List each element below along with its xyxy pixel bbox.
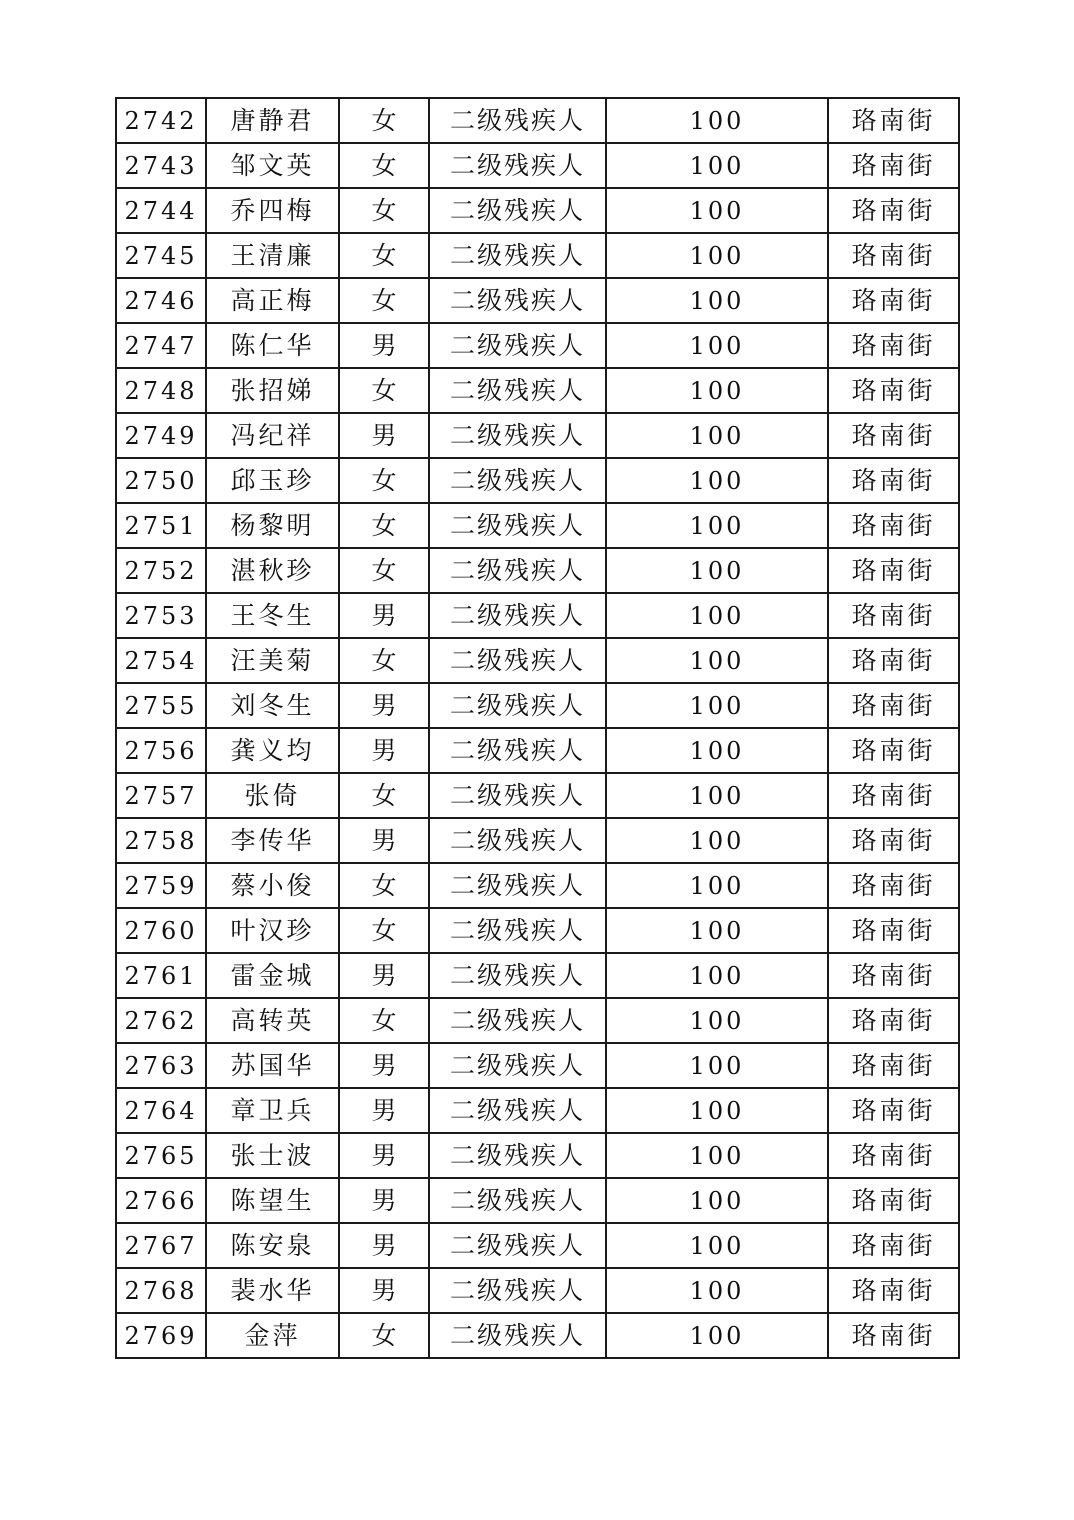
cell-name: 裴水华	[206, 1268, 339, 1313]
cell-amount: 100	[606, 1043, 828, 1088]
cell-amount: 100	[606, 593, 828, 638]
cell-name: 冯纪祥	[206, 413, 339, 458]
cell-serial-number: 2754	[116, 638, 206, 683]
cell-gender: 女	[339, 188, 429, 233]
cell-amount: 100	[606, 368, 828, 413]
cell-category: 二级残疾人	[429, 728, 606, 773]
cell-gender: 男	[339, 593, 429, 638]
cell-amount: 100	[606, 98, 828, 143]
cell-area: 珞南街	[828, 1133, 959, 1178]
table-row	[116, 323, 959, 368]
cell-gender: 女	[339, 458, 429, 503]
table-row	[116, 413, 959, 458]
table-row	[116, 233, 959, 278]
cell-category: 二级残疾人	[429, 278, 606, 323]
cell-serial-number: 2766	[116, 1178, 206, 1223]
cell-serial-number: 2743	[116, 143, 206, 188]
cell-serial-number: 2749	[116, 413, 206, 458]
table-row	[116, 503, 959, 548]
cell-category: 二级残疾人	[429, 413, 606, 458]
cell-area: 珞南街	[828, 503, 959, 548]
cell-gender: 女	[339, 863, 429, 908]
cell-area: 珞南街	[828, 98, 959, 143]
table-row	[116, 863, 959, 908]
cell-area: 珞南街	[828, 1088, 959, 1133]
cell-gender: 男	[339, 1133, 429, 1178]
table-row	[116, 953, 959, 998]
cell-gender: 女	[339, 368, 429, 413]
cell-amount: 100	[606, 773, 828, 818]
cell-area: 珞南街	[828, 818, 959, 863]
cell-area: 珞南街	[828, 413, 959, 458]
cell-serial-number: 2751	[116, 503, 206, 548]
cell-category: 二级残疾人	[429, 818, 606, 863]
cell-gender: 女	[339, 548, 429, 593]
cell-area: 珞南街	[828, 188, 959, 233]
cell-amount: 100	[606, 638, 828, 683]
cell-name: 陈安泉	[206, 1223, 339, 1268]
cell-serial-number: 2759	[116, 863, 206, 908]
cell-category: 二级残疾人	[429, 188, 606, 233]
table-row	[116, 908, 959, 953]
cell-gender: 女	[339, 1313, 429, 1358]
cell-category: 二级残疾人	[429, 683, 606, 728]
cell-amount: 100	[606, 998, 828, 1043]
cell-name: 苏国华	[206, 1043, 339, 1088]
table-row	[116, 1268, 959, 1313]
cell-name: 乔四梅	[206, 188, 339, 233]
cell-amount: 100	[606, 548, 828, 593]
cell-serial-number: 2764	[116, 1088, 206, 1133]
cell-category: 二级残疾人	[429, 233, 606, 278]
cell-category: 二级残疾人	[429, 1088, 606, 1133]
table-row	[116, 1313, 959, 1358]
cell-gender: 男	[339, 413, 429, 458]
table-row	[116, 998, 959, 1043]
table-row	[116, 593, 959, 638]
cell-area: 珞南街	[828, 593, 959, 638]
cell-name: 高正梅	[206, 278, 339, 323]
cell-category: 二级残疾人	[429, 1223, 606, 1268]
cell-name: 刘冬生	[206, 683, 339, 728]
cell-category: 二级残疾人	[429, 98, 606, 143]
table-row	[116, 1178, 959, 1223]
cell-category: 二级残疾人	[429, 548, 606, 593]
cell-amount: 100	[606, 1133, 828, 1178]
cell-serial-number: 2748	[116, 368, 206, 413]
table-row	[116, 1088, 959, 1133]
cell-category: 二级残疾人	[429, 1133, 606, 1178]
table-row	[116, 1043, 959, 1088]
cell-area: 珞南街	[828, 908, 959, 953]
cell-gender: 男	[339, 728, 429, 773]
recipient-table	[115, 97, 960, 1359]
cell-serial-number: 2745	[116, 233, 206, 278]
cell-name: 邹文英	[206, 143, 339, 188]
table-row	[116, 98, 959, 143]
cell-amount: 100	[606, 728, 828, 773]
cell-serial-number: 2746	[116, 278, 206, 323]
cell-serial-number: 2752	[116, 548, 206, 593]
cell-category: 二级残疾人	[429, 503, 606, 548]
table-row	[116, 278, 959, 323]
cell-category: 二级残疾人	[429, 1178, 606, 1223]
cell-name: 汪美菊	[206, 638, 339, 683]
cell-area: 珞南街	[828, 458, 959, 503]
cell-area: 珞南街	[828, 728, 959, 773]
cell-amount: 100	[606, 188, 828, 233]
recipient-table-container	[115, 97, 958, 1359]
cell-name: 张招娣	[206, 368, 339, 413]
cell-gender: 女	[339, 908, 429, 953]
cell-area: 珞南街	[828, 1268, 959, 1313]
cell-name: 唐静君	[206, 98, 339, 143]
cell-gender: 女	[339, 773, 429, 818]
cell-gender: 女	[339, 98, 429, 143]
cell-name: 张士波	[206, 1133, 339, 1178]
cell-amount: 100	[606, 818, 828, 863]
cell-serial-number: 2761	[116, 953, 206, 998]
table-row	[116, 1223, 959, 1268]
cell-amount: 100	[606, 953, 828, 998]
cell-gender: 男	[339, 1178, 429, 1223]
cell-area: 珞南街	[828, 683, 959, 728]
cell-serial-number: 2758	[116, 818, 206, 863]
cell-serial-number: 2755	[116, 683, 206, 728]
cell-name: 陈望生	[206, 1178, 339, 1223]
cell-gender: 女	[339, 998, 429, 1043]
cell-category: 二级残疾人	[429, 323, 606, 368]
cell-gender: 女	[339, 278, 429, 323]
cell-area: 珞南街	[828, 143, 959, 188]
cell-name: 杨黎明	[206, 503, 339, 548]
cell-amount: 100	[606, 683, 828, 728]
cell-category: 二级残疾人	[429, 908, 606, 953]
cell-serial-number: 2750	[116, 458, 206, 503]
cell-category: 二级残疾人	[429, 638, 606, 683]
cell-area: 珞南街	[828, 773, 959, 818]
cell-serial-number: 2760	[116, 908, 206, 953]
cell-gender: 男	[339, 323, 429, 368]
cell-name: 叶汉珍	[206, 908, 339, 953]
cell-name: 雷金城	[206, 953, 339, 998]
cell-serial-number: 2756	[116, 728, 206, 773]
cell-serial-number: 2768	[116, 1268, 206, 1313]
cell-category: 二级残疾人	[429, 593, 606, 638]
cell-area: 珞南街	[828, 1223, 959, 1268]
cell-name: 高转英	[206, 998, 339, 1043]
cell-category: 二级残疾人	[429, 368, 606, 413]
cell-category: 二级残疾人	[429, 458, 606, 503]
cell-area: 珞南街	[828, 953, 959, 998]
table-row	[116, 728, 959, 773]
cell-category: 二级残疾人	[429, 1268, 606, 1313]
cell-gender: 男	[339, 953, 429, 998]
cell-area: 珞南街	[828, 863, 959, 908]
table-row	[116, 638, 959, 683]
cell-amount: 100	[606, 413, 828, 458]
cell-name: 王清廉	[206, 233, 339, 278]
cell-serial-number: 2753	[116, 593, 206, 638]
cell-name: 张倚	[206, 773, 339, 818]
cell-serial-number: 2757	[116, 773, 206, 818]
cell-name: 湛秋珍	[206, 548, 339, 593]
cell-area: 珞南街	[828, 323, 959, 368]
cell-amount: 100	[606, 503, 828, 548]
cell-name: 蔡小俊	[206, 863, 339, 908]
cell-amount: 100	[606, 458, 828, 503]
cell-category: 二级残疾人	[429, 773, 606, 818]
table-row	[116, 548, 959, 593]
cell-serial-number: 2767	[116, 1223, 206, 1268]
cell-amount: 100	[606, 908, 828, 953]
cell-serial-number: 2765	[116, 1133, 206, 1178]
cell-category: 二级残疾人	[429, 1313, 606, 1358]
cell-area: 珞南街	[828, 998, 959, 1043]
cell-gender: 男	[339, 818, 429, 863]
cell-name: 龚义均	[206, 728, 339, 773]
cell-gender: 男	[339, 1043, 429, 1088]
cell-serial-number: 2744	[116, 188, 206, 233]
cell-serial-number: 2747	[116, 323, 206, 368]
cell-amount: 100	[606, 1268, 828, 1313]
cell-area: 珞南街	[828, 1178, 959, 1223]
cell-amount: 100	[606, 1088, 828, 1133]
cell-gender: 男	[339, 1268, 429, 1313]
cell-gender: 男	[339, 683, 429, 728]
table-row	[116, 458, 959, 503]
cell-category: 二级残疾人	[429, 953, 606, 998]
cell-area: 珞南街	[828, 638, 959, 683]
cell-name: 金萍	[206, 1313, 339, 1358]
cell-category: 二级残疾人	[429, 1043, 606, 1088]
table-row	[116, 683, 959, 728]
cell-area: 珞南街	[828, 1313, 959, 1358]
cell-amount: 100	[606, 143, 828, 188]
cell-area: 珞南街	[828, 233, 959, 278]
table-row	[116, 773, 959, 818]
cell-amount: 100	[606, 278, 828, 323]
cell-name: 邱玉珍	[206, 458, 339, 503]
table-row	[116, 143, 959, 188]
table-row	[116, 188, 959, 233]
cell-amount: 100	[606, 1313, 828, 1358]
cell-amount: 100	[606, 863, 828, 908]
table-row	[116, 368, 959, 413]
cell-serial-number: 2762	[116, 998, 206, 1043]
cell-name: 王冬生	[206, 593, 339, 638]
cell-category: 二级残疾人	[429, 143, 606, 188]
cell-amount: 100	[606, 1223, 828, 1268]
cell-category: 二级残疾人	[429, 863, 606, 908]
cell-amount: 100	[606, 233, 828, 278]
cell-gender: 男	[339, 1223, 429, 1268]
cell-area: 珞南街	[828, 1043, 959, 1088]
cell-serial-number: 2763	[116, 1043, 206, 1088]
cell-gender: 女	[339, 143, 429, 188]
cell-category: 二级残疾人	[429, 998, 606, 1043]
cell-serial-number: 2742	[116, 98, 206, 143]
cell-area: 珞南街	[828, 548, 959, 593]
cell-gender: 男	[339, 1088, 429, 1133]
cell-area: 珞南街	[828, 368, 959, 413]
cell-serial-number: 2769	[116, 1313, 206, 1358]
cell-gender: 女	[339, 503, 429, 548]
cell-name: 陈仁华	[206, 323, 339, 368]
table-row	[116, 1133, 959, 1178]
cell-name: 章卫兵	[206, 1088, 339, 1133]
cell-name: 李传华	[206, 818, 339, 863]
cell-area: 珞南街	[828, 278, 959, 323]
cell-gender: 女	[339, 233, 429, 278]
cell-amount: 100	[606, 1178, 828, 1223]
table-row	[116, 818, 959, 863]
table-body	[116, 98, 959, 1358]
cell-amount: 100	[606, 323, 828, 368]
cell-gender: 女	[339, 638, 429, 683]
